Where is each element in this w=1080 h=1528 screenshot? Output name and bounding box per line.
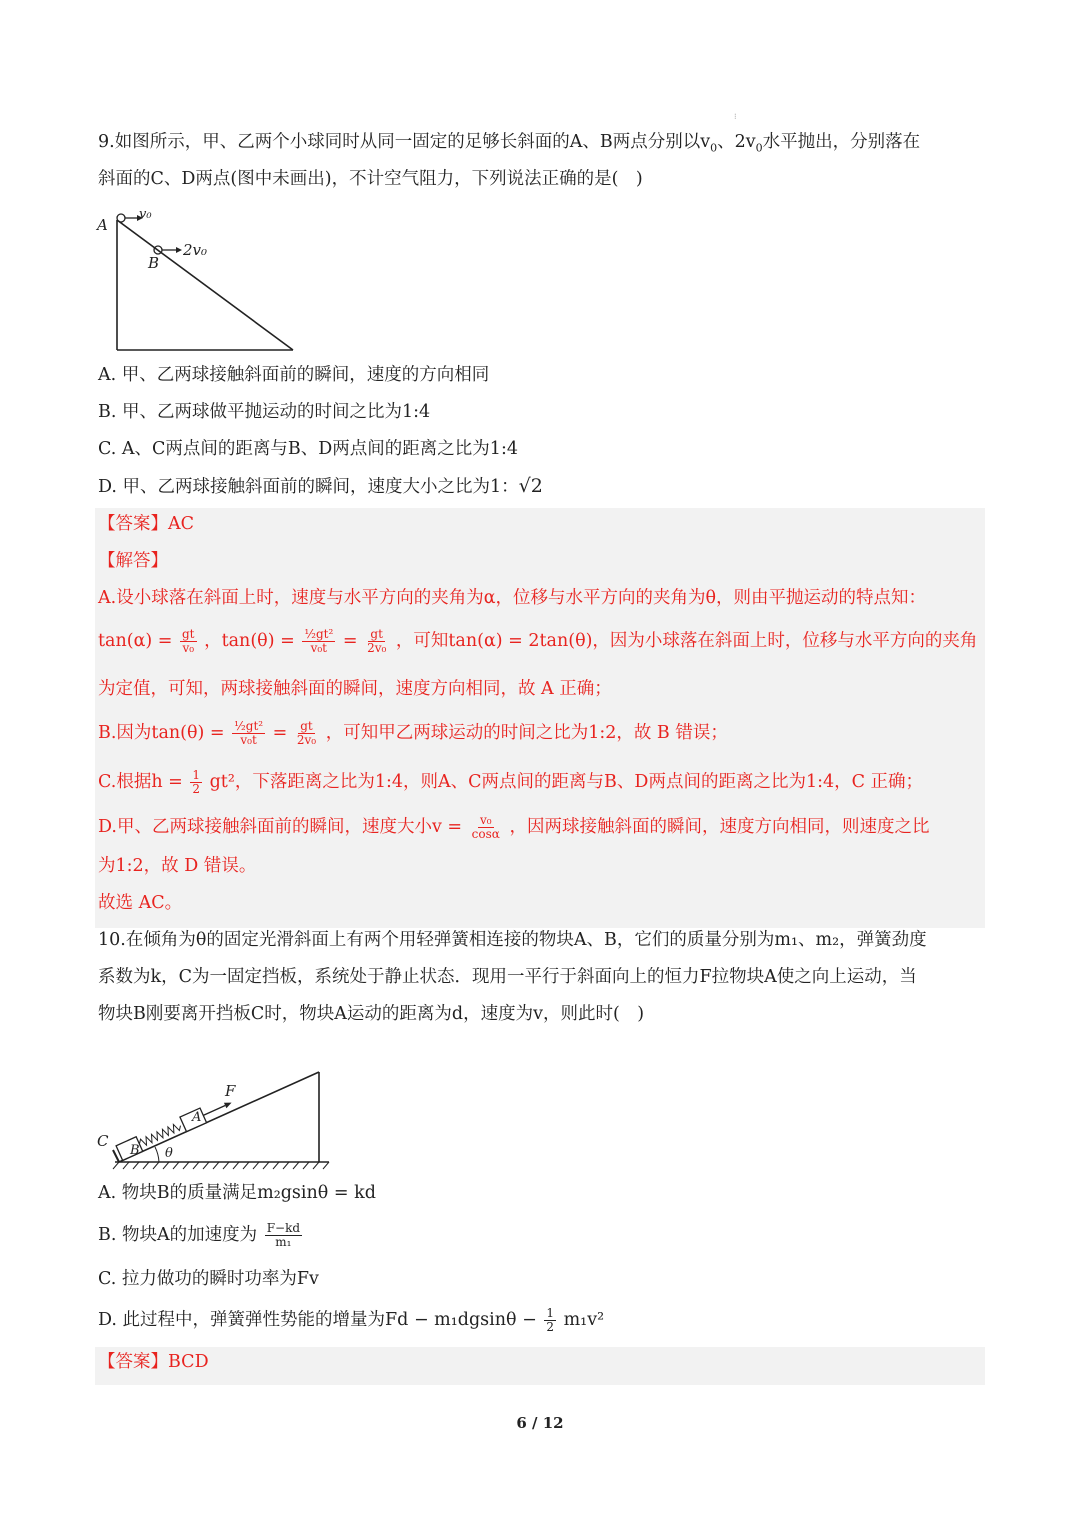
q10-label-a: A <box>192 1110 202 1125</box>
q10-answer-box <box>95 1347 985 1385</box>
q9-label-2v0: 2v₀ <box>183 241 208 259</box>
q9-option-a: A. 甲、乙两球接触斜面前的瞬间，速度的方向相同 <box>98 365 490 385</box>
q9-option-b: B. 甲、乙两球做平抛运动的时间之比为1:4 <box>98 402 431 422</box>
q9-option-d: D. 甲、乙两球接触斜面前的瞬间，速度大小之比为1：√2 <box>98 475 543 497</box>
q9-analysis-d2: 为1:2，故 D 错误。 <box>98 856 257 876</box>
page-number: 6 / 12 <box>516 1414 564 1432</box>
q9-stem-line2: 斜面的C、D两点(图中未画出)，不计空气阻力，下列说法正确的是( ) <box>98 169 643 189</box>
q10-label-c: C <box>97 1132 109 1150</box>
q10-option-a: A. 物块B的质量满足m₂gsinθ = kd <box>98 1183 376 1203</box>
q10-answer: 【答案】BCD <box>98 1352 209 1372</box>
q9-analysis-a1: A.设小球落在斜面上时，速度与水平方向的夹角为α，位移与水平方向的夹角为θ，则由平抛运动的特点知： <box>98 588 927 608</box>
sqrt2: √2 <box>518 475 543 497</box>
q10-label-b: B <box>130 1143 140 1158</box>
q10-stem-line1: 10.在倾角为θ的固定光滑斜面上有两个用轻弹簧相连接的物块A、B，它们的质量分别为m₁、m₂，弹簧劲度 <box>98 930 927 950</box>
q10-stem-line2: 系数为k，C为一固定挡板，系统处于静止状态．现用一平行于斜面向上的恒力F拉物块A使之向上运动，当 <box>98 967 917 987</box>
q9-analysis-a2: tan(α) = $\frac{gt}{\text{v₀}}$ ，tan(θ) = $\frac{\text{½gt²}}{\text{v₀t}}$ = $\frac{gt}{\text{2v₀}}$ ，可知tan(α) = 2tan(θ)，因为小球落在斜面上时，位移与水平方向的夹角 <box>98 627 978 655</box>
q10-option-c: C. 拉力做功的瞬时功率为Fv <box>98 1269 319 1289</box>
q9-analysis-c1: C.根据h = $\frac{1}{2}$ gt²，下落距离之比为1:4，则A、C两点间的距离与B、D两点间的距离之比为1:4，C 正确； <box>98 768 924 796</box>
q9-stem-line1: 9.如图所示，甲、乙两个小球同时从同一固定的足够长斜面的A、B两点分别以$v_0$、$2v_0$水平抛出，分别落在 <box>98 132 921 155</box>
q10-option-b: B. 物块A的加速度为 $\frac{F-kd}{\text{m₁}}$ <box>98 1221 301 1249</box>
q9-label-a: A <box>97 216 108 234</box>
q9-label-b: B <box>148 254 160 272</box>
q10-label-theta: θ <box>165 1146 173 1161</box>
q9-option-c: C. A、C两点间的距离与B、D两点间的距离之比为1:4 <box>98 439 518 459</box>
q10-option-d: D. 此过程中，弹簧弹性势能的增量为Fd − m₁dgsinθ − $\frac{1}{2}$ m₁v² <box>98 1306 605 1334</box>
q9-analysis-b1: B.因为tan(θ) = $\frac{\text{½gt²}}{\text{v₀t}}$ = $\frac{gt}{\text{2v₀}}$ ，可知甲乙两球运动的时间之比为1:2，故 B 错误； <box>98 719 728 747</box>
q9-analysis-a3: 为定值，可知，两球接触斜面的瞬间，速度方向相同，故 A 正确； <box>98 679 612 699</box>
q10-stem-line3: 物块B刚要离开挡板C时，物块A运动的距离为d，速度为v，则此时( ) <box>98 1004 645 1024</box>
q9-answer: 【答案】AC <box>98 514 195 534</box>
q9-incline-figure <box>95 200 305 355</box>
q10-label-f: F <box>225 1082 236 1100</box>
q9-label-v0: v₀ <box>139 207 152 222</box>
q9-analysis-d1: D.甲、乙两球接触斜面前的瞬间，速度大小v = $\frac{\text{v₀}}{\cos\alpha}$ ，因两球接触斜面的瞬间，速度方向相同，则速度之比 <box>98 813 930 841</box>
scan-mark: ⁝ <box>734 112 737 121</box>
q9-analysis-head: 【解答】 <box>98 551 168 571</box>
q9-analysis-final: 故选 AC。 <box>98 893 183 913</box>
q10-incline-figure <box>95 1062 335 1172</box>
